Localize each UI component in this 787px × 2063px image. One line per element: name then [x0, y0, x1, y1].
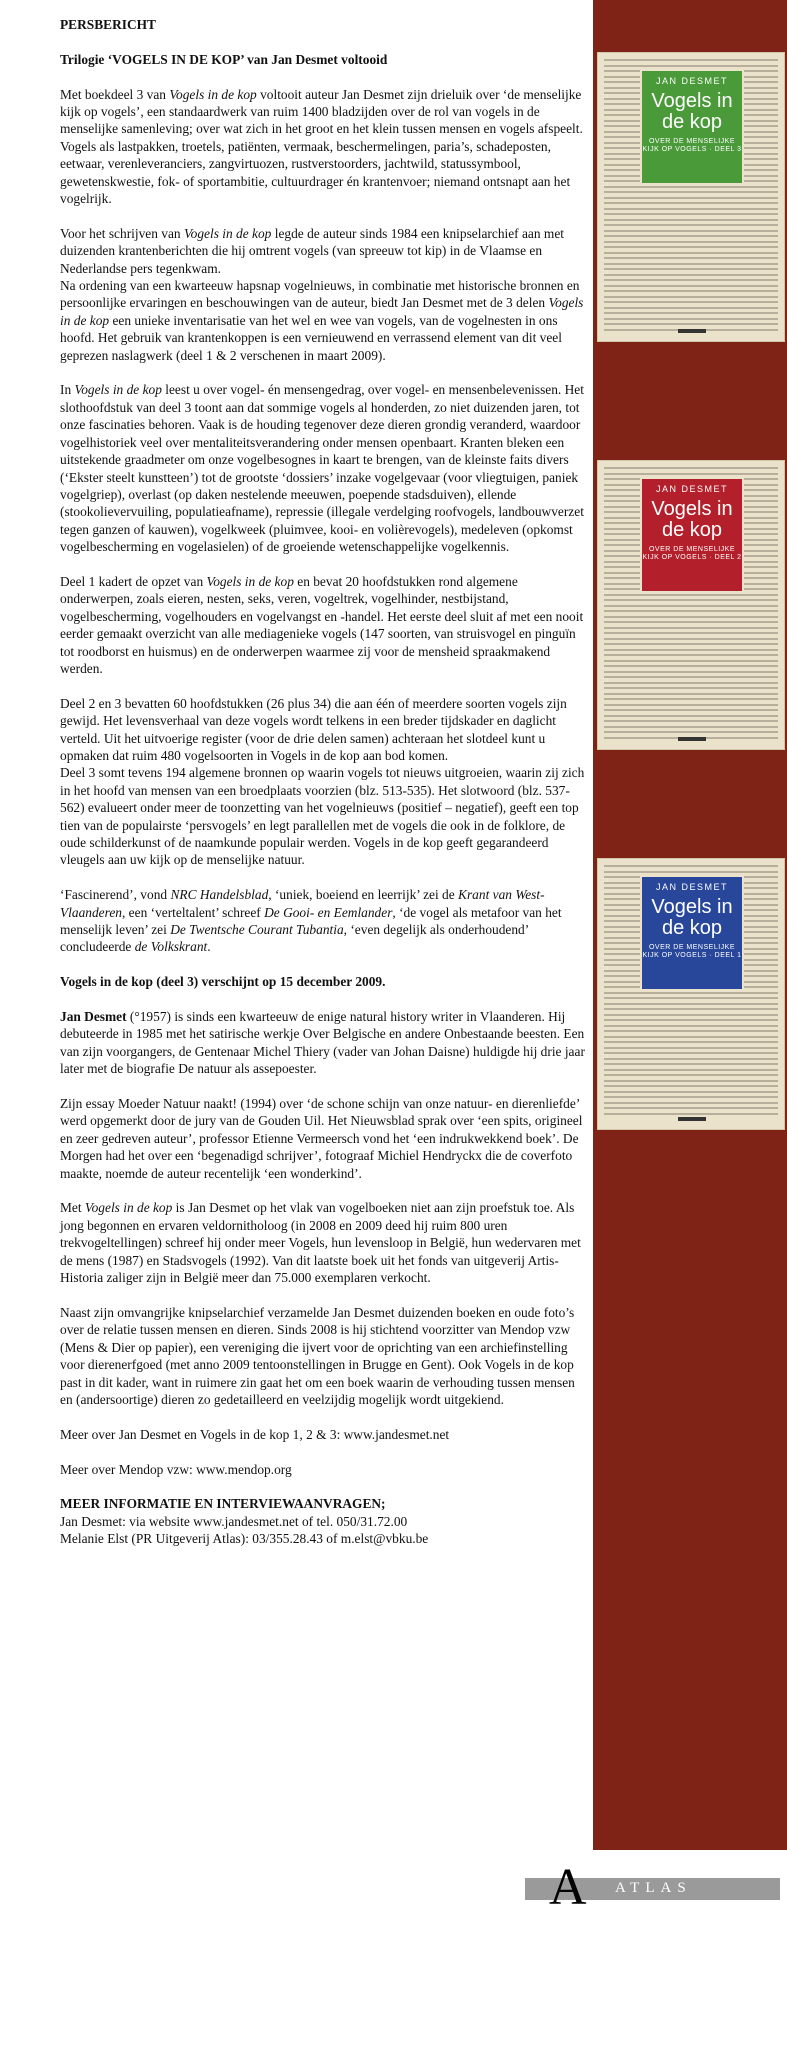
text-line [604, 323, 778, 325]
text-line [604, 263, 778, 265]
sidebar-panel [593, 0, 787, 1850]
text-run: Met [60, 1200, 85, 1216]
text-line [604, 241, 778, 243]
press-release-text [60, 16, 585, 1548]
text-line [604, 709, 778, 711]
text-line [604, 213, 778, 215]
link-jandesmet[interactable]: Meer over Jan Desmet en Vogels in de kop 1, 2 & 3: www.jandesmet.net [60, 1426, 450, 1442]
text-line [604, 296, 778, 298]
text-run: Na ordening van een kwarteeuw hapsnap vogelnieuws, in combinatie met historische bronnen en persoonlijke ervaringen en beschouwingen van de auteur, biedt Jan Desmet met de 3 delen [60, 278, 580, 311]
text-line [604, 649, 778, 651]
text-line [604, 1091, 778, 1093]
text-line [604, 1074, 778, 1076]
text-line [604, 682, 778, 684]
text-line [604, 230, 778, 232]
text-line [604, 871, 778, 873]
text-line [604, 632, 778, 634]
book-title-ref: Vogels in de kop [84, 1200, 173, 1216]
paragraph-content [60, 381, 585, 555]
text-run: , ‘uniek, boeiend en leerrijk’ zei de [268, 887, 459, 903]
cover-foot-mark [678, 737, 706, 741]
text-run: , ‘even degelijk als onderhoudend’ concludeerde [60, 922, 529, 955]
text-line [604, 224, 778, 226]
text-line [604, 992, 778, 994]
paragraph-bio-1 [60, 1008, 585, 1078]
text-run: en bevat 20 hoofdstukken rond algemene onderwerpen, zoals eieren, nesten, seks, veren, vogeltrek, vogelhinder, nestbijstand, vogelbescherming, vogelhouders en vogelvangst en -handel. Het eerste deel sluit af met een nooit eerder gemaakt overzicht van alle mediagenieke vogels (147 soorten, van struisvogel en pinguïn tot roodborst en huismus) en de onderwerpen waarmee zij voor de mensheid spraakmakend werden. [60, 573, 584, 676]
text-line [604, 676, 778, 678]
text-line [604, 246, 778, 248]
text-line [604, 660, 778, 662]
release-date: Vogels in de kop (deel 3) verschijnt op 15 december 2009. [60, 974, 386, 990]
text-line [604, 191, 778, 193]
text-run: legde de auteur sinds 1984 een knipselarchief aan met duizenden krantenberichten die hij omtrent vogels (van spreeuw tot kip) in de Vlaamse en Nederlandse pers tegenkwam. [60, 225, 564, 276]
cover-panel [642, 479, 742, 591]
text-run: Deel 1 kadert de opzet van [60, 573, 207, 589]
text-line [604, 665, 778, 667]
text-line [604, 1058, 778, 1060]
text-run: , een ‘verteltalent’ schreef [121, 904, 265, 920]
text-line [604, 731, 778, 733]
text-run: , ‘de vogel als metafoor van het menselijk leven’ zei [60, 904, 562, 938]
text-line [604, 1030, 778, 1032]
paragraph-volume-3-sources: Deel 3 somt tevens 194 algemene bronnen op waarin vogels tot nieuws uitgroeien, waarin zij zich in het hoofd van mensen van een broedplaats voorzien (blz. 513-535). Het slotwoord (blz. 537-562) evalueert onder meer de toonzetting van het vogelnieuws (positief – negatief), geeft een top tien van de populairste ‘persvogels’ en legt parallellen met de vogels die ook in de folklore, de oude schilderkunst of de naamkunde populair werden. Vogels in de kop geeft gegarandeerd vleugels aan uw kijk op de menselijke natuur. [60, 765, 585, 868]
text-run: is Jan Desmet op het vlak van vogelboeken niet aan zijn proefstuk toe. Als jong begonnen en ervaren veldornitholoog (in 2008 en 2009 deed hij ruim 800 uren trekvogeltellingen) schreef hij onder meer Vogels, hun levensloop in België, hun wedervaren met de mens (1987) en Stadsvogels (1992). Van dit laatste boek uit het fonds van uitgeverij Artis-Historia zaliger zijn in België meer dan 75.000 exemplaren verkocht. [60, 1200, 581, 1286]
text-line [604, 268, 778, 270]
text-line [604, 252, 778, 254]
document-label: PERSBERICHT [60, 17, 156, 32]
text-line [604, 467, 778, 469]
text-run: In [60, 382, 75, 398]
book-cover-volume-3 [597, 52, 785, 342]
book-cover-volume-2 [597, 460, 785, 750]
text-line [604, 726, 778, 728]
text-line [604, 307, 778, 309]
text-line [604, 704, 778, 706]
paragraph-bio-2: Zijn essay Moeder Natuur naakt! (1994) over ‘de schone schijn van onze natuur- en dierenliefde’ werd opgemerkt door de jury van de Gouden Uil. Het Nieuwsblad sprak over ‘een spits, origineel en zeer gedreven auteur’, professor Etienne Vermeersch vond het ‘een indrukwekkend boek’. De Morgen had het over een ‘begenadigd schrijver’, fotograaf Michiel Hendryckx die de coverfoto maakte, noemde de auteur recentelijk ‘een wonderkind’. [60, 1096, 583, 1181]
newspaper-name: De Gooi- en Eemlander [264, 904, 393, 920]
text-line [604, 1025, 778, 1027]
text-line [604, 186, 778, 188]
cover-subtitle: OVER DE MENSELIJKE KIJK OP VOGELS · DEEL 1 [642, 944, 742, 959]
paragraph-volume-2-3: Deel 2 en 3 bevatten 60 hoofdstukken (26 plus 34) die aan één of meerdere soorten vogels zijn gewijd. Het levensverhaal van deze vogels wordt telkens in een breder tijdskader en daglicht verteld. Uit het uitvoerige register (voor de drie delen samen) achteraan het slotdeel kunt u opmaken dat ruim 480 vogelsoorten in Vogels in de kop aan bod komen. [60, 695, 567, 763]
text-line [604, 865, 778, 867]
text-run: leest u over vogel- én mensengedrag, over vogel- en mensenbelevenissen. Het slothoofdstuk van deel 3 toont aan dat sommige vogels al honderden, zo niet duizenden jaren, tot onze fascinaties behoren. Vaak is de houding tegenover deze dieren grondig veranderd, waardoor vogelhistoriek veel over mentaliteitsverandering onder mensen openbaart. Kranten bleken een uitstekende graadmeter om onze vogelbesognes in kaart te brengen, van de kleinste faits divers (‘Ekster steelt kunstteen’) tot de grootste ‘dossiers’ inzake vogelgevaar (voor vliegtuigen, paniek vogelgriep), overlast (op daken nestelende meeuwen, poepende stadsduiven), ellende (stookolievervuiling, populatieafname), repressie (illegale verdelging roofvogels, landbouwverzet tegen ganzen of kauwen), vogelkweek (pluimvee, kooi- en volièrevogels), medeleven (opkomst vogelbescherming en vogelasielen) of de groeiende wetenschappelijke vogelkennis. [60, 382, 584, 555]
text-run: (°1957) is sinds een kwarteeuw de enige natural history writer in Vlaanderen. Hij debuteerde in 1985 met het satirische werkje Over Belgische en andere Onbestaande beesten. Een van zijn voorgangers, de Gentenaar Michel Thiery (vader van Johan Daisne) huldigde hij drie jaar later met de biografie De natuur als assepoester. [60, 1009, 585, 1077]
text-line [604, 59, 778, 61]
text-line [604, 1085, 778, 1087]
author-name: Jan Desmet [60, 1009, 127, 1025]
text-line [604, 1036, 778, 1038]
contact-heading: MEER INFORMATIE EN INTERVIEWAANVRAGEN; [60, 1496, 386, 1512]
newspaper-name: De Twentsche Courant Tubantia [170, 922, 344, 938]
cover-foot-mark [678, 329, 706, 333]
text-line [604, 1014, 778, 1016]
paragraph-archive [60, 225, 585, 277]
text-line [604, 1113, 778, 1115]
text-line [604, 1107, 778, 1109]
text-line [604, 643, 778, 645]
text-line [604, 654, 778, 656]
text-line [604, 301, 778, 303]
paragraph-bio-3 [60, 1199, 585, 1286]
text-line [604, 687, 778, 689]
cover-subtitle: OVER DE MENSELIJKE KIJK OP VOGELS · DEEL 3 [642, 138, 742, 153]
text-line [604, 1041, 778, 1043]
text-line [604, 274, 778, 276]
text-line [604, 1080, 778, 1082]
cover-author: JAN DESMET [655, 484, 728, 494]
logo-letter: A [549, 1859, 587, 1916]
paragraph-bird-roles: Vogels als lastpakken, troetels, patiënten, vermaak, beschermelingen, paria’s, schadeposten, eetwaar, verenleveranciers, zangvirtuozen, rustverstoorders, jachtwild, statussymbool, gewetenskwestie, fok- of sportambitie, cultuurdrager én krantenvoer; niemand ontsnapt aan het vogelrijk. [60, 138, 571, 207]
text-line [604, 285, 778, 287]
text-run: ‘Fascinerend’, vond [60, 887, 171, 903]
text-run: Met boekdeel 3 van [60, 86, 170, 102]
text-line [604, 1063, 778, 1065]
text-line [604, 1069, 778, 1071]
text-line [604, 257, 778, 259]
text-line [604, 1003, 778, 1005]
link-mendop[interactable]: Meer over Mendop vzw: www.mendop.org [60, 1461, 292, 1477]
cover-panel [642, 877, 742, 989]
text-line [604, 594, 778, 596]
paragraph-volume-1 [60, 573, 585, 677]
text-line [604, 235, 778, 237]
text-run: een unieke inventarisatie van het wel en wee van vogels, van de vogelnesten in ons hoofd. Het gebruik van krantenkoppen is een vernieuwend en verrassend element van dit veel geprezen naslagwerk (deel 1 & 2 verschenen in maart 2009). [60, 312, 562, 363]
cover-author: JAN DESMET [655, 882, 728, 892]
text-line [604, 1047, 778, 1049]
text-line [604, 610, 778, 612]
text-line [604, 621, 778, 623]
cover-panel [642, 71, 742, 183]
text-line [604, 1019, 778, 1021]
text-line [604, 1008, 778, 1010]
cover-subtitle: OVER DE MENSELIJKE KIJK OP VOGELS · DEEL 2 [642, 546, 742, 561]
book-title-ref: Vogels in de kop [74, 382, 162, 398]
text-line [604, 208, 778, 210]
book-title-ref: Vogels in de kop [60, 295, 584, 328]
text-line [604, 202, 778, 204]
text-line [604, 1102, 778, 1104]
book-title-ref: Vogels in de kop [169, 86, 257, 102]
text-line [604, 671, 778, 673]
cover-title: Vogels in de kop [651, 498, 733, 541]
newspaper-name: Krant van West-Vlaanderen [60, 887, 545, 920]
paragraph-press-quotes [60, 886, 585, 956]
text-run: Voor het schrijven van [60, 225, 184, 241]
text-line [604, 616, 778, 618]
book-title-ref: Vogels in de kop [206, 573, 294, 589]
newspaper-name: de Volkskrant [134, 939, 208, 955]
text-line [604, 720, 778, 722]
text-line [604, 715, 778, 717]
publisher-logo [525, 1859, 780, 1916]
text-line [604, 65, 778, 67]
text-run: voltooit auteur Jan Desmet zijn drieluik over ‘de menselijke kijk op vogels’, een standaardwerk van ruim 1400 bladzijden over de rol van vogels in de menselijke samenleving; over wat zich in het groot en het klein tussen mensen en vogels afspeelt. [60, 86, 583, 137]
text-line [604, 693, 778, 695]
contact-author: Jan Desmet: via website www.jandesmet.net of tel. 050/31.72.00 [60, 1513, 408, 1529]
contact-pr: Melanie Elst (PR Uitgeverij Atlas): 03/355.28.43 of m.elst@vbku.be [60, 1531, 429, 1547]
text-line [604, 698, 778, 700]
book-cover-volume-1 [597, 858, 785, 1130]
text-line [604, 473, 778, 475]
book-title-ref: Vogels in de kop [183, 225, 275, 241]
text-line [604, 605, 778, 607]
text-line [604, 318, 778, 320]
text-line [604, 627, 778, 629]
text-line [604, 638, 778, 640]
text-line [604, 290, 778, 292]
text-line [604, 1096, 778, 1098]
cover-author: JAN DESMET [655, 76, 728, 86]
text-line [604, 1052, 778, 1054]
text-line [604, 279, 778, 281]
document-title: Trilogie ‘VOGELS IN DE KOP’ van Jan Desmet voltooid [60, 51, 388, 67]
logo-wordmark: ATLAS [615, 1880, 692, 1896]
text-line [604, 599, 778, 601]
paragraph-inventory [60, 277, 585, 364]
text-line [604, 219, 778, 221]
newspaper-name: NRC Handelsblad [170, 887, 269, 903]
cover-title: Vogels in de kop [651, 896, 733, 939]
text-line [604, 312, 778, 314]
paragraph-bio-4: Naast zijn omvangrijke knipselarchief verzamelde Jan Desmet duizenden boeken en oude foto’s over de relatie tussen mensen en dieren. Sinds 2008 is hij stichtend voorzitter van Mendop vzw (Mens & Dier op papier), een vereniging die ijvert voor de oprichting van een archiefinstelling voor dierenerfgoed (met anno 2009 tentoonstellingen in Brugge en Gent). Ook Vogels in de kop past in dit kader, want in ruimere zin gaat het om een boek waarin de verhouding tussen mensen en (andersoortige) dieren zo gedetailleerd en veelzijdig mogelijk wordt uitgekiend. [60, 1304, 575, 1407]
cover-foot-mark [678, 1117, 706, 1121]
text-line [604, 997, 778, 999]
text-run: . [207, 939, 211, 955]
text-line [604, 197, 778, 199]
paragraph-intro [60, 86, 585, 138]
cover-title: Vogels in de kop [651, 90, 733, 133]
